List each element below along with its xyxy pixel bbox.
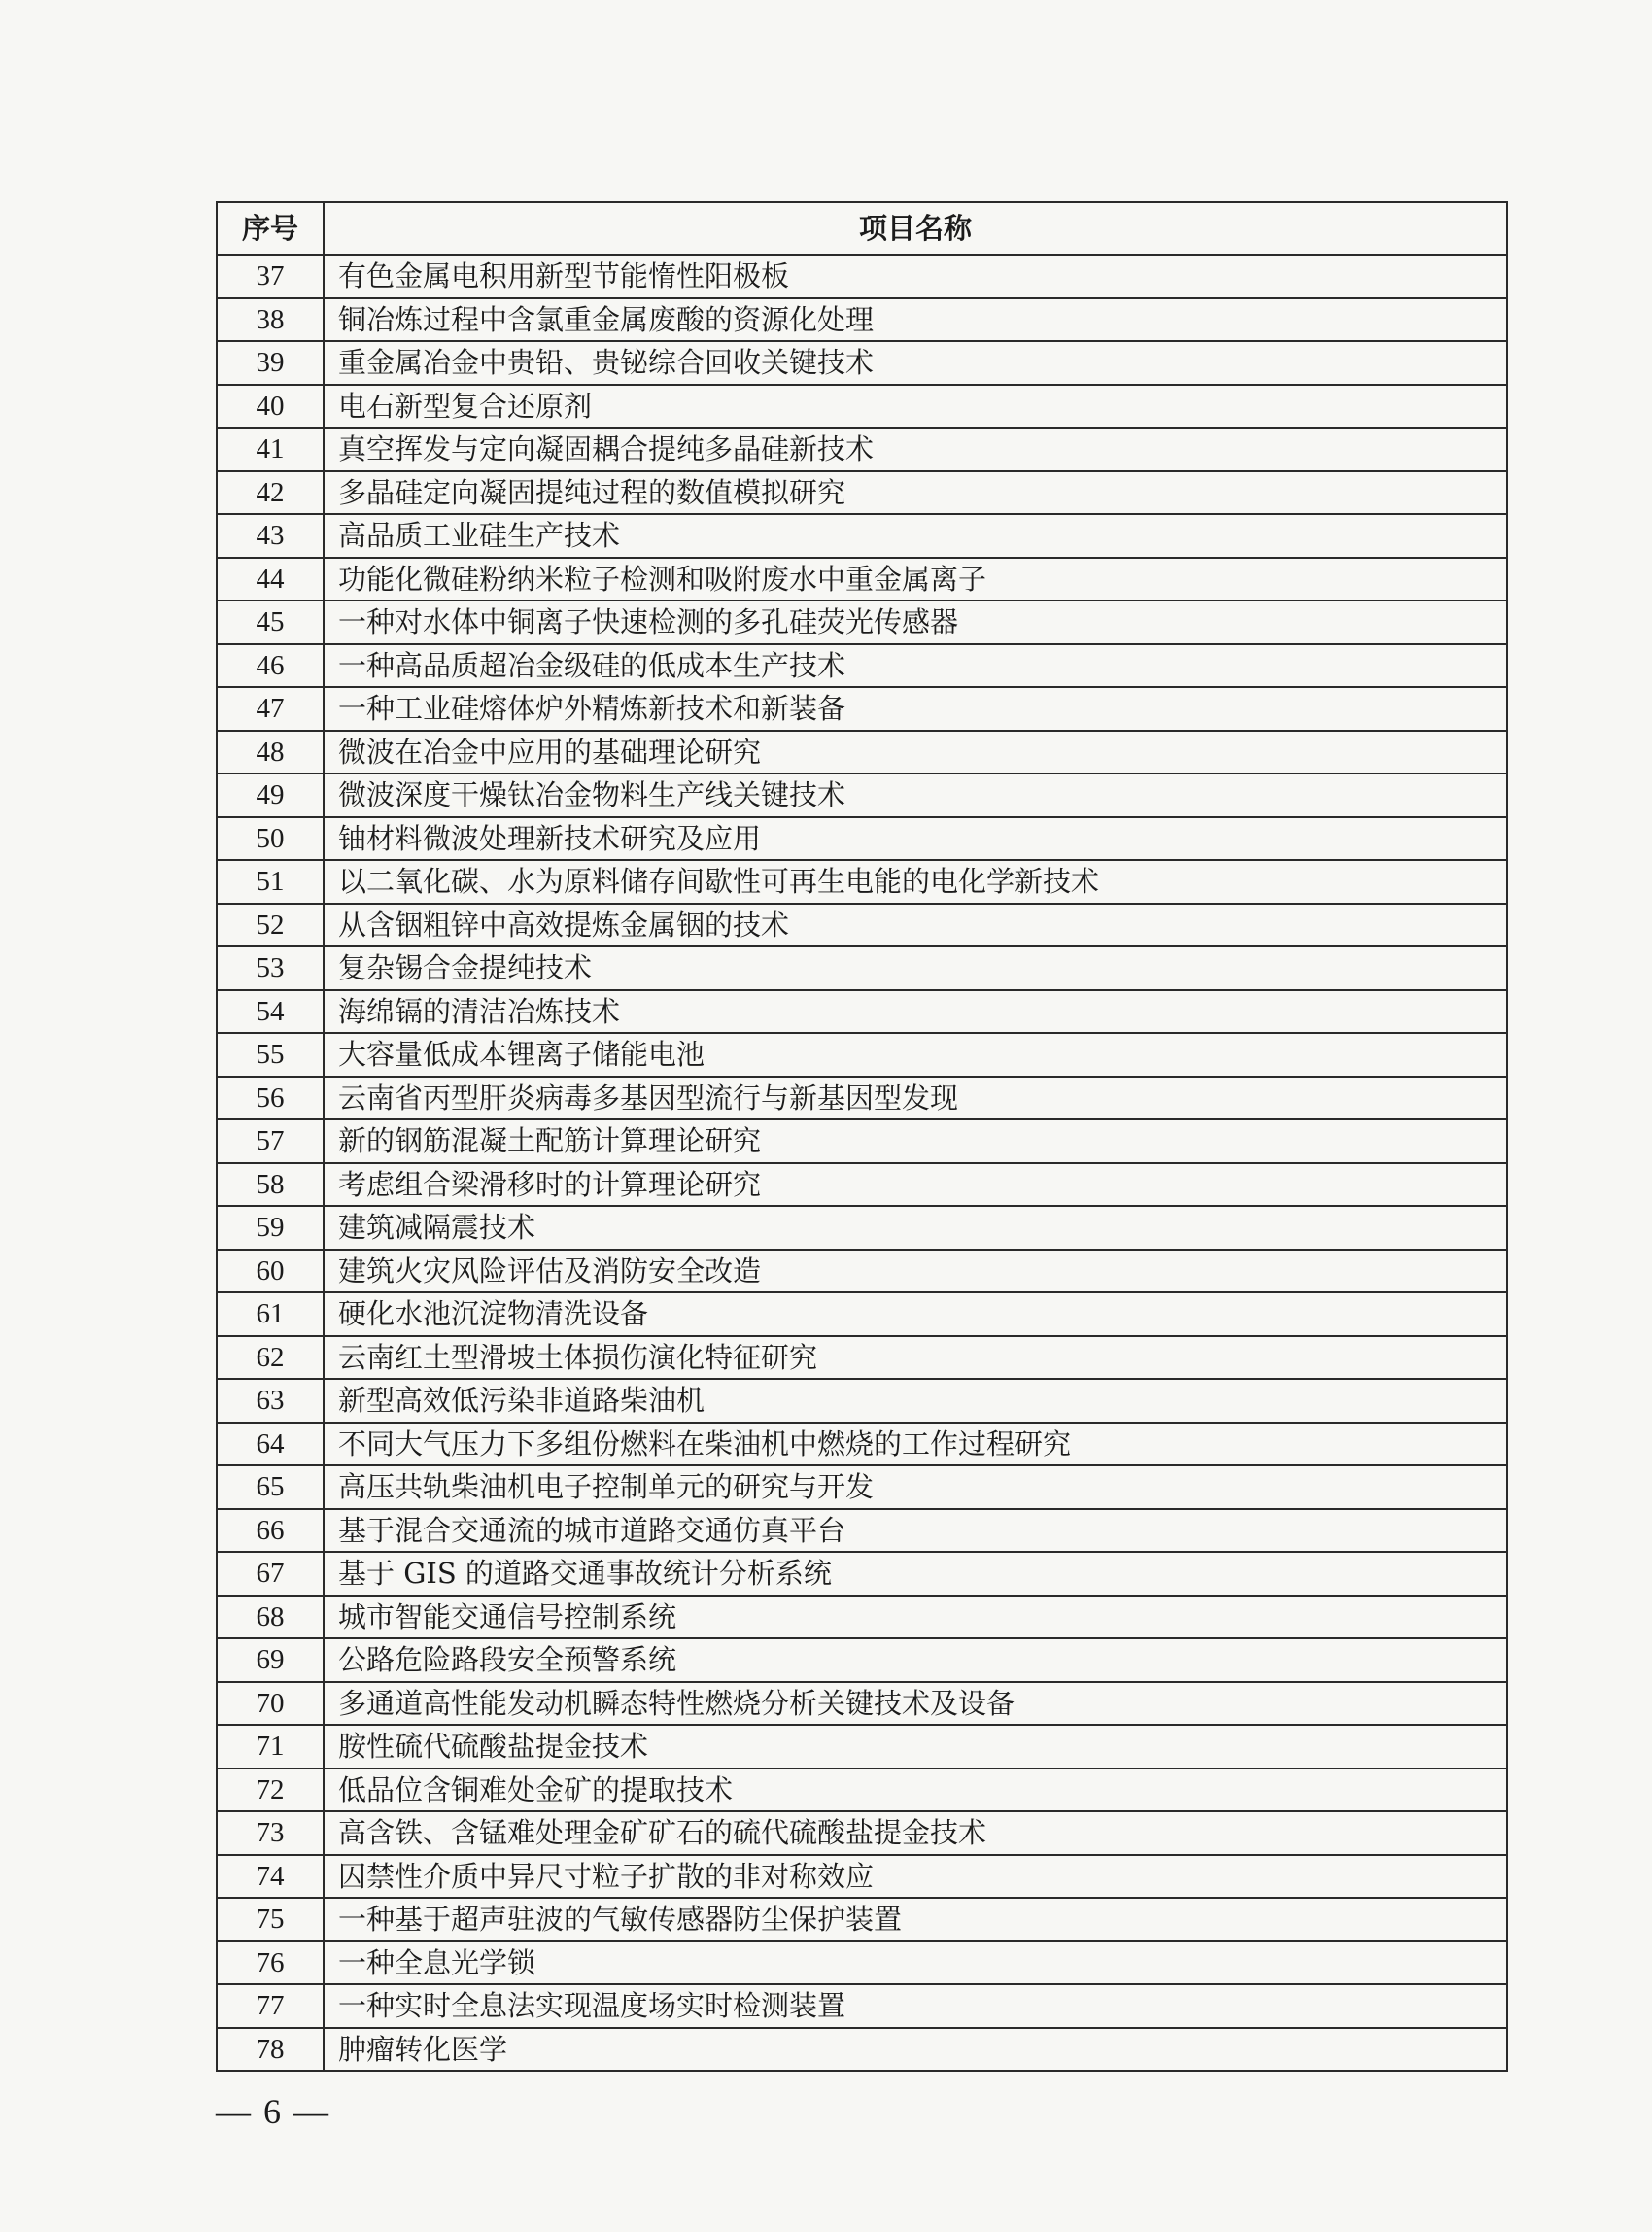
table-row xyxy=(217,1119,1507,1163)
row-project-name: 考虑组合梁滑移时的计算理论研究 xyxy=(324,1163,1507,1207)
row-index: 71 xyxy=(217,1725,324,1768)
row-project-name: 铀材料微波处理新技术研究及应用 xyxy=(324,817,1507,861)
row-index: 49 xyxy=(217,773,324,817)
row-project-name: 一种基于超声驻波的气敏传感器防尘保护装置 xyxy=(324,1898,1507,1941)
row-index: 37 xyxy=(217,255,324,298)
table-row xyxy=(217,946,1507,990)
row-project-name: 铜冶炼过程中含氯重金属废酸的资源化处理 xyxy=(324,298,1507,342)
row-index: 61 xyxy=(217,1292,324,1336)
table-row xyxy=(217,1855,1507,1899)
table-row xyxy=(217,860,1507,904)
row-project-name: 电石新型复合还原剂 xyxy=(324,385,1507,429)
row-index: 38 xyxy=(217,298,324,342)
table-row xyxy=(217,514,1507,558)
row-index: 47 xyxy=(217,687,324,731)
table-row xyxy=(217,385,1507,429)
table-row xyxy=(217,1768,1507,1812)
row-index: 52 xyxy=(217,904,324,947)
table-row xyxy=(217,1423,1507,1466)
row-project-name: 新的钢筋混凝土配筋计算理论研究 xyxy=(324,1119,1507,1163)
table-row xyxy=(217,1336,1507,1380)
row-project-name: 从含铟粗锌中高效提炼金属铟的技术 xyxy=(324,904,1507,947)
table-row xyxy=(217,601,1507,644)
row-project-name: 微波在冶金中应用的基础理论研究 xyxy=(324,731,1507,774)
project-table xyxy=(216,201,1508,2072)
table-row xyxy=(217,1941,1507,1985)
row-index: 53 xyxy=(217,946,324,990)
table-row xyxy=(217,428,1507,471)
row-project-name: 真空挥发与定向凝固耦合提纯多晶硅新技术 xyxy=(324,428,1507,471)
table-row xyxy=(217,1292,1507,1336)
row-index: 68 xyxy=(217,1596,324,1639)
row-project-name: 城市智能交通信号控制系统 xyxy=(324,1596,1507,1639)
row-project-name: 一种高品质超冶金级硅的低成本生产技术 xyxy=(324,644,1507,688)
row-index: 59 xyxy=(217,1206,324,1250)
table-row xyxy=(217,1984,1507,2028)
row-index: 75 xyxy=(217,1898,324,1941)
table-row xyxy=(217,1465,1507,1509)
row-project-name: 复杂锡合金提纯技术 xyxy=(324,946,1507,990)
row-project-name: 建筑减隔震技术 xyxy=(324,1206,1507,1250)
table-row xyxy=(217,1077,1507,1120)
row-index: 40 xyxy=(217,385,324,429)
table-row xyxy=(217,1033,1507,1077)
row-project-name: 一种实时全息法实现温度场实时检测装置 xyxy=(324,1984,1507,2028)
row-project-name: 多通道高性能发动机瞬态特性燃烧分析关键技术及设备 xyxy=(324,1682,1507,1726)
table-header-row xyxy=(217,202,1507,255)
row-index: 70 xyxy=(217,1682,324,1726)
table-row xyxy=(217,1725,1507,1768)
row-index: 50 xyxy=(217,817,324,861)
table-row xyxy=(217,1898,1507,1941)
table-row xyxy=(217,731,1507,774)
row-project-name: 高压共轨柴油机电子控制单元的研究与开发 xyxy=(324,1465,1507,1509)
row-index: 67 xyxy=(217,1552,324,1596)
row-project-name: 一种工业硅熔体炉外精炼新技术和新装备 xyxy=(324,687,1507,731)
table-row xyxy=(217,1638,1507,1682)
table-row xyxy=(217,341,1507,385)
row-project-name: 囚禁性介质中异尺寸粒子扩散的非对称效应 xyxy=(324,1855,1507,1899)
row-project-name: 有色金属电积用新型节能惰性阳极板 xyxy=(324,255,1507,298)
row-project-name: 重金属冶金中贵铅、贵铋综合回收关键技术 xyxy=(324,341,1507,385)
row-project-name: 基于混合交通流的城市道路交通仿真平台 xyxy=(324,1509,1507,1553)
row-index: 64 xyxy=(217,1423,324,1466)
row-index: 74 xyxy=(217,1855,324,1899)
row-index: 51 xyxy=(217,860,324,904)
row-index: 56 xyxy=(217,1077,324,1120)
row-index: 43 xyxy=(217,514,324,558)
row-project-name: 多晶硅定向凝固提纯过程的数值模拟研究 xyxy=(324,471,1507,515)
page-number: — 6 — xyxy=(216,2092,330,2131)
column-header-index: 序号 xyxy=(217,202,324,255)
row-index: 44 xyxy=(217,558,324,601)
row-index: 55 xyxy=(217,1033,324,1077)
row-project-name: 以二氧化碳、水为原料储存间歇性可再生电能的电化学新技术 xyxy=(324,860,1507,904)
row-index: 54 xyxy=(217,990,324,1034)
row-index: 76 xyxy=(217,1941,324,1985)
row-index: 66 xyxy=(217,1509,324,1553)
table-row xyxy=(217,817,1507,861)
table-body xyxy=(217,255,1507,2071)
row-project-name: 云南省丙型肝炎病毒多基因型流行与新基因型发现 xyxy=(324,1077,1507,1120)
row-index: 42 xyxy=(217,471,324,515)
row-index: 45 xyxy=(217,601,324,644)
row-project-name: 一种全息光学锁 xyxy=(324,1941,1507,1985)
table-row xyxy=(217,1206,1507,1250)
table-row xyxy=(217,904,1507,947)
table-row xyxy=(217,1682,1507,1726)
row-index: 46 xyxy=(217,644,324,688)
row-index: 73 xyxy=(217,1811,324,1855)
row-project-name: 云南红土型滑坡土体损伤演化特征研究 xyxy=(324,1336,1507,1380)
table-row xyxy=(217,1509,1507,1553)
row-project-name: 高含铁、含锰难处理金矿矿石的硫代硫酸盐提金技术 xyxy=(324,1811,1507,1855)
table-row xyxy=(217,1250,1507,1293)
table-row xyxy=(217,1552,1507,1596)
table-row xyxy=(217,1163,1507,1207)
row-project-name: 肿瘤转化医学 xyxy=(324,2028,1507,2072)
row-project-name: 一种对水体中铜离子快速检测的多孔硅荧光传感器 xyxy=(324,601,1507,644)
row-index: 48 xyxy=(217,731,324,774)
table-row xyxy=(217,1811,1507,1855)
table-row xyxy=(217,255,1507,298)
row-project-name: 建筑火灾风险评估及消防安全改造 xyxy=(324,1250,1507,1293)
row-index: 78 xyxy=(217,2028,324,2072)
row-index: 77 xyxy=(217,1984,324,2028)
row-project-name: 海绵镉的清洁冶炼技术 xyxy=(324,990,1507,1034)
row-project-name: 不同大气压力下多组份燃料在柴油机中燃烧的工作过程研究 xyxy=(324,1423,1507,1466)
table-row xyxy=(217,471,1507,515)
row-project-name: 胺性硫代硫酸盐提金技术 xyxy=(324,1725,1507,1768)
row-index: 58 xyxy=(217,1163,324,1207)
row-project-name: 高品质工业硅生产技术 xyxy=(324,514,1507,558)
row-index: 63 xyxy=(217,1379,324,1423)
table-row xyxy=(217,773,1507,817)
row-index: 72 xyxy=(217,1768,324,1812)
column-header-project-name: 项目名称 xyxy=(324,202,1507,255)
row-project-name: 低品位含铜难处金矿的提取技术 xyxy=(324,1768,1507,1812)
row-index: 69 xyxy=(217,1638,324,1682)
table-row xyxy=(217,1379,1507,1423)
row-project-name: 公路危险路段安全预警系统 xyxy=(324,1638,1507,1682)
row-project-name: 功能化微硅粉纳米粒子检测和吸附废水中重金属离子 xyxy=(324,558,1507,601)
row-index: 39 xyxy=(217,341,324,385)
row-index: 57 xyxy=(217,1119,324,1163)
project-table-container xyxy=(216,201,1506,2072)
table-row xyxy=(217,2028,1507,2072)
row-project-name: 微波深度干燥钛冶金物料生产线关键技术 xyxy=(324,773,1507,817)
row-index: 41 xyxy=(217,428,324,471)
row-project-name: 新型高效低污染非道路柴油机 xyxy=(324,1379,1507,1423)
row-index: 65 xyxy=(217,1465,324,1509)
row-project-name: 硬化水池沉淀物清洗设备 xyxy=(324,1292,1507,1336)
table-row xyxy=(217,558,1507,601)
table-row xyxy=(217,687,1507,731)
table-row xyxy=(217,1596,1507,1639)
table-row xyxy=(217,990,1507,1034)
table-row xyxy=(217,644,1507,688)
row-project-name: 大容量低成本锂离子储能电池 xyxy=(324,1033,1507,1077)
table-row xyxy=(217,298,1507,342)
row-project-name: 基于 GIS 的道路交通事故统计分析系统 xyxy=(324,1552,1507,1596)
row-index: 62 xyxy=(217,1336,324,1380)
row-index: 60 xyxy=(217,1250,324,1293)
